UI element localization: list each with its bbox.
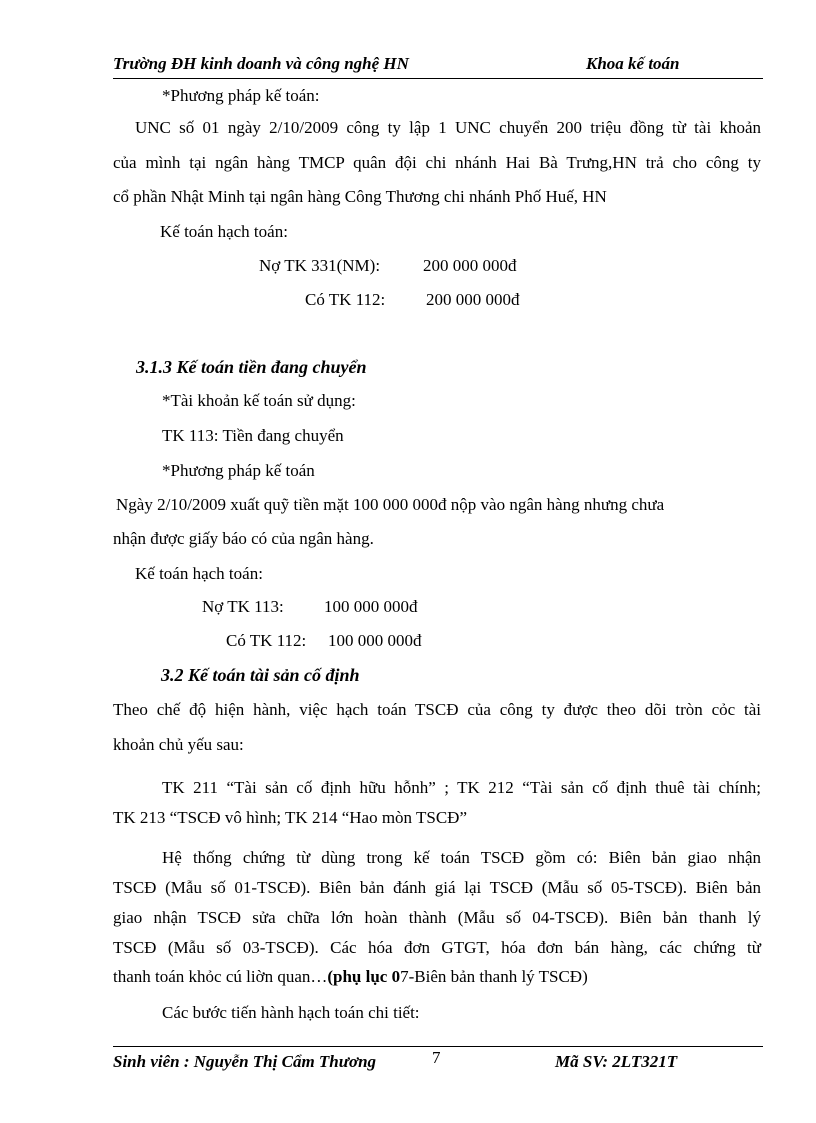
- heading-3-1-3: 3.1.3 Kế toán tiền đang chuyển: [136, 357, 367, 377]
- paragraph-documents-line4: TSCĐ (Mẫu số 03-TSCĐ). Các hóa đơn GTGT, hóa đơn bán hàng, các chứng từ: [113, 938, 761, 957]
- entry2-debit-account: Nợ TK 113:: [202, 597, 284, 616]
- footer-student-id: Mã SV: 2LT321T: [555, 1052, 678, 1071]
- paragraph-unc-line1: UNC số 01 ngày 2/10/2009 công ty lập 1 UNC chuyển 200 triệu đồng từ tài khoản: [135, 118, 761, 137]
- account-used-label: *Tài khoản kế toán sử dụng:: [162, 391, 356, 410]
- method-label: *Phương pháp kế toán:: [162, 86, 320, 105]
- paragraph-steps: Các bước tiến hành hạch toán chi tiết:: [162, 1003, 420, 1022]
- paragraph-documents-line5: [113, 967, 588, 987]
- paragraph-regime-line1: Theo chế độ hiện hành, việc hạch toán TSCĐ của công ty được theo dõi tròn cỏc tài: [113, 700, 761, 719]
- heading-3-2: 3.2 Kế toán tài sản cố định: [161, 665, 360, 685]
- paragraph-transfer-line1: Ngày 2/10/2009 xuất quỹ tiền mặt 100 000 000đ nộp vào ngân hàng nhưng chưa: [116, 495, 665, 514]
- accounting-entry-label-1: Kế toán hạch toán:: [160, 222, 288, 241]
- paragraph-accounts-line2: TK 213 “TSCĐ vô hình; TK 214 “Hao mòn TSCĐ”: [113, 808, 467, 827]
- documents-line5-text: thanh toán khỏc cú liờn quan…: [113, 967, 328, 986]
- footer-rule: [113, 1046, 763, 1047]
- entry1-credit-amount: 200 000 000đ: [426, 290, 520, 309]
- documents-line5-tail: 7-Biên bản thanh lý TSCĐ): [400, 967, 588, 986]
- paragraph-unc-line2: của mình tại ngân hàng TMCP quân đội chi nhánh Hai Bà Trưng,HN trả cho công ty: [113, 153, 761, 172]
- header-faculty: Khoa kế toán: [586, 54, 680, 73]
- paragraph-accounts-line1: TK 211 “Tài sản cố định hữu hỗnh” ; TK 212 “Tài sản cố định thuê tài chính;: [162, 778, 761, 797]
- tk113-line: TK 113: Tiền đang chuyển: [162, 426, 344, 445]
- entry1-credit-account: Có TK 112:: [305, 290, 386, 309]
- header-school: Trường ĐH kinh doanh và công nghệ HN: [113, 54, 409, 73]
- appendix-ref-bold: (phụ lục 0: [327, 967, 401, 986]
- entry1-debit-amount: 200 000 000đ: [423, 256, 517, 275]
- paragraph-unc-line3: cổ phần Nhật Minh tại ngân hàng Công Thương chi nhánh Phố Huế, HN: [113, 187, 607, 206]
- paragraph-transfer-line2: nhận được giấy báo có của ngân hàng.: [113, 529, 374, 548]
- accounting-entry-label-2: Kế toán hạch toán:: [135, 564, 263, 583]
- paragraph-regime-line2: khoản chủ yếu sau:: [113, 735, 244, 754]
- header-rule: [113, 78, 763, 79]
- paragraph-documents-line3: giao nhận TSCĐ sửa chữa lớn hoàn thành (Mẫu số 04-TSCĐ). Biên bản thanh lý: [113, 908, 761, 927]
- entry2-credit-amount: 100 000 000đ: [328, 631, 422, 650]
- entry2-credit-account: Có TK 112:: [226, 631, 307, 650]
- paragraph-documents-line1: Hệ thống chứng từ dùng trong kế toán TSCĐ gồm có: Biên bản giao nhận: [162, 848, 761, 867]
- entry2-debit-amount: 100 000 000đ: [324, 597, 418, 616]
- method-label-2: *Phương pháp kế toán: [162, 461, 315, 480]
- paragraph-documents-line2: TSCĐ (Mẫu số 01-TSCĐ). Biên bản đánh giá lại TSCĐ (Mẫu số 05-TSCĐ). Biên bản: [113, 878, 761, 897]
- footer-student: Sinh viên : Nguyễn Thị Cẩm Thương: [113, 1052, 377, 1071]
- page-number: 7: [432, 1048, 441, 1067]
- entry1-debit-account: Nợ TK 331(NM):: [259, 256, 381, 275]
